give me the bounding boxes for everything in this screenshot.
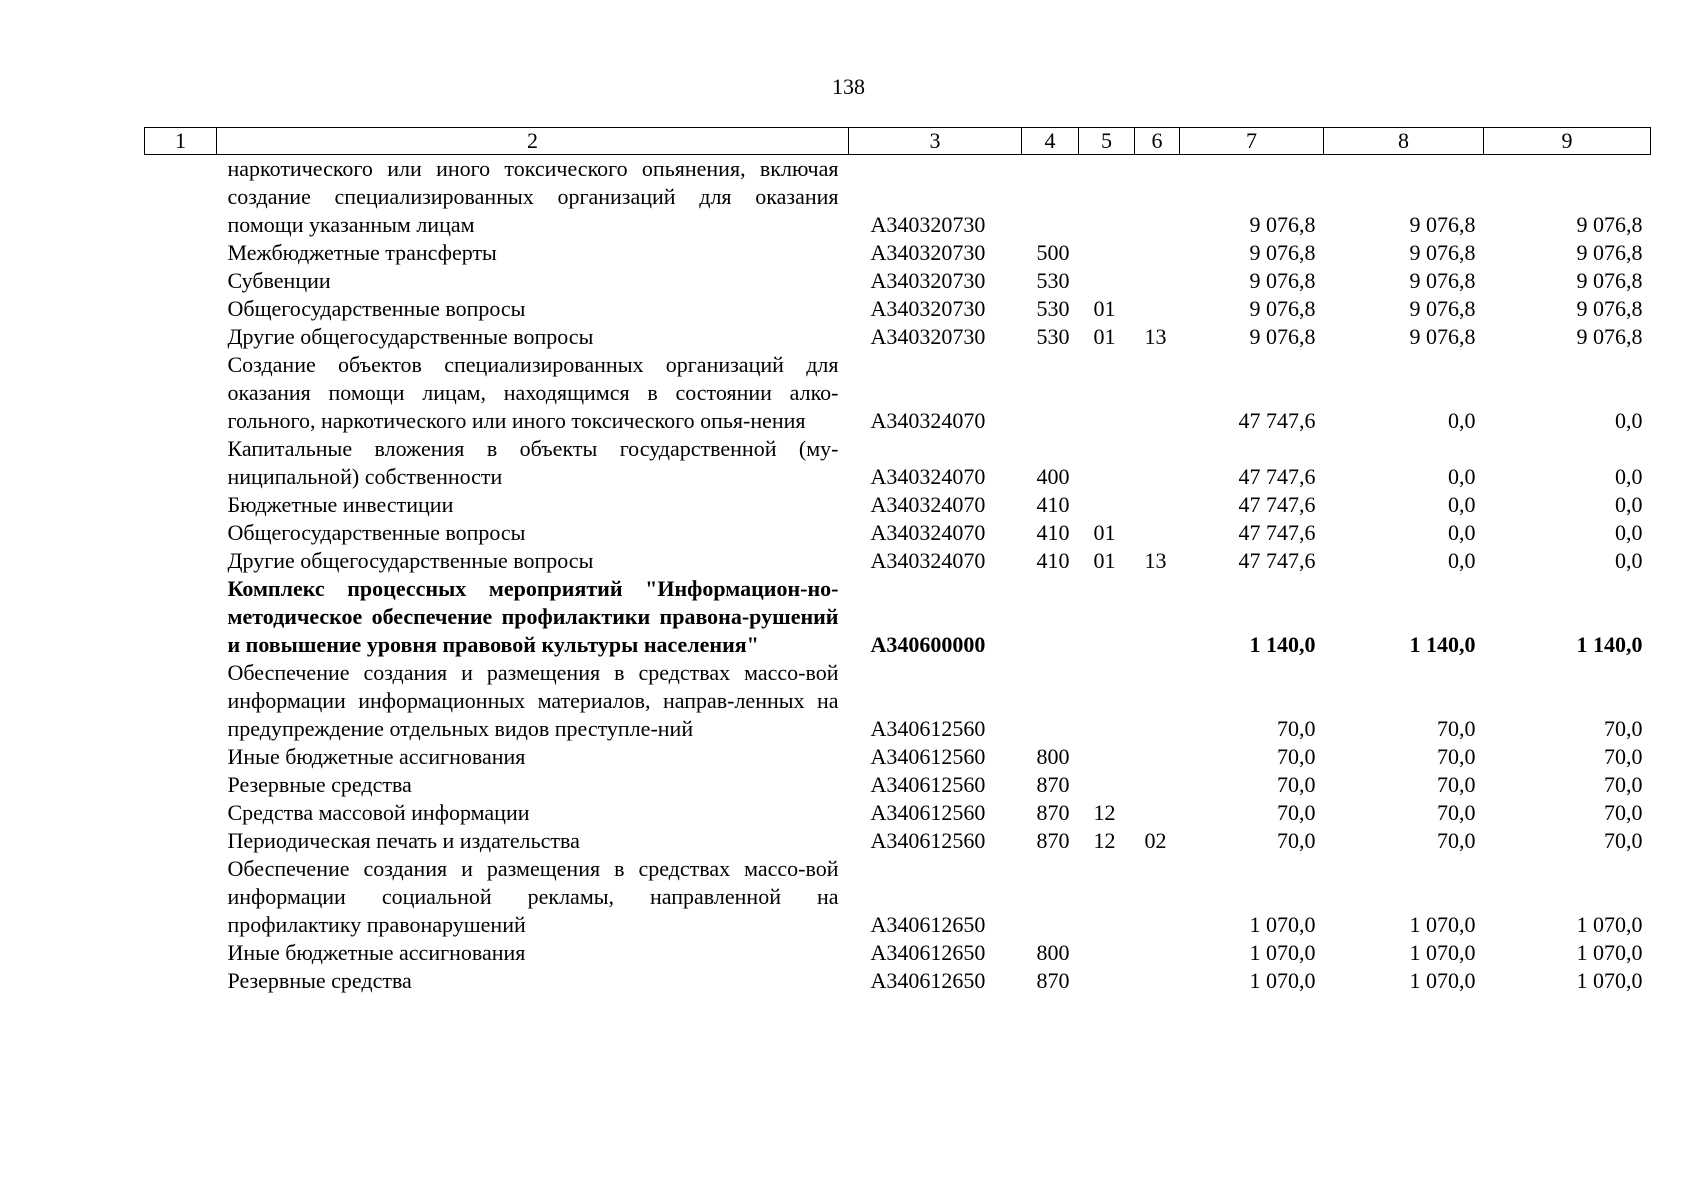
- row-description: Резервные средства: [227, 772, 412, 797]
- header-col-4: 4: [1022, 128, 1079, 155]
- row-target-code: А340320730: [870, 268, 986, 293]
- table-row: [145, 323, 1651, 351]
- cell-col-1: [145, 967, 217, 995]
- row-value-col-7: 70,0: [1277, 800, 1316, 825]
- row-description: Иные бюджетные ассигнования: [227, 744, 526, 769]
- table-row: [145, 547, 1651, 575]
- row-section: [1079, 743, 1135, 771]
- row-subsection: 13: [1144, 324, 1167, 349]
- row-target-code: А340612650: [870, 968, 986, 993]
- row-value-col-7: 9 076,8: [1249, 296, 1316, 321]
- row-value-col-9: 0,0: [1615, 548, 1643, 573]
- row-expense-type: [1022, 855, 1079, 939]
- row-target-code: А340600000: [870, 632, 986, 657]
- cell-col-1: [145, 435, 217, 491]
- cell-col-1: [145, 239, 217, 267]
- row-subsection: [1135, 519, 1180, 547]
- row-expense-type: 400: [1036, 464, 1070, 489]
- row-value-col-7: 1 070,0: [1249, 912, 1316, 937]
- row-value-col-9: 9 076,8: [1576, 268, 1643, 293]
- row-description: Общегосударственные вопросы: [227, 520, 526, 545]
- row-value-col-9: 70,0: [1604, 800, 1643, 825]
- row-target-code: А340612560: [870, 828, 986, 853]
- row-value-col-9: 0,0: [1615, 464, 1643, 489]
- cell-col-1: [145, 351, 217, 435]
- row-value-col-9: 0,0: [1615, 408, 1643, 433]
- row-description: Общегосударственные вопросы: [227, 296, 526, 321]
- row-value-col-8: 0,0: [1448, 408, 1476, 433]
- row-description: наркотического или иного токсического опьянения, включая создание специализированных организаций для оказания помощи указанным лицам: [227, 156, 839, 237]
- row-value-col-8: 0,0: [1448, 492, 1476, 517]
- row-section: [1079, 491, 1135, 519]
- row-section: [1079, 659, 1135, 743]
- table-row: [145, 575, 1651, 659]
- row-value-col-8: 9 076,8: [1409, 240, 1476, 265]
- row-section: 01: [1093, 296, 1116, 321]
- row-target-code: А340612560: [870, 716, 986, 741]
- row-target-code: А340612650: [870, 940, 986, 965]
- row-value-col-8: 9 076,8: [1409, 324, 1476, 349]
- table-header-row: [145, 128, 1651, 155]
- row-value-col-7: 70,0: [1277, 772, 1316, 797]
- row-expense-type: 800: [1036, 940, 1070, 965]
- table-row: [145, 659, 1651, 743]
- row-section: [1079, 351, 1135, 435]
- row-value-col-8: 1 070,0: [1409, 968, 1476, 993]
- row-value-col-9: 1 070,0: [1576, 940, 1643, 965]
- budget-table: [144, 127, 1651, 995]
- row-subsection: 02: [1144, 828, 1167, 853]
- row-section: 12: [1093, 828, 1116, 853]
- row-description: Бюджетные инвестиции: [227, 492, 454, 517]
- row-section: [1079, 155, 1135, 240]
- row-subsection: [1135, 771, 1180, 799]
- row-expense-type: 530: [1036, 324, 1070, 349]
- row-target-code: А340324070: [870, 492, 986, 517]
- table-row: [145, 435, 1651, 491]
- row-target-code: А340324070: [870, 464, 986, 489]
- cell-col-1: [145, 939, 217, 967]
- row-expense-type: 870: [1036, 772, 1070, 797]
- row-value-col-9: 9 076,8: [1576, 324, 1643, 349]
- row-subsection: [1135, 659, 1180, 743]
- row-value-col-9: 9 076,8: [1576, 296, 1643, 321]
- cell-col-1: [145, 575, 217, 659]
- row-value-col-9: 70,0: [1604, 716, 1643, 741]
- cell-col-1: [145, 295, 217, 323]
- row-value-col-7: 70,0: [1277, 716, 1316, 741]
- cell-col-1: [145, 799, 217, 827]
- row-value-col-8: 0,0: [1448, 520, 1476, 545]
- row-expense-type: [1022, 575, 1079, 659]
- row-value-col-8: 9 076,8: [1409, 296, 1476, 321]
- row-description: Иные бюджетные ассигнования: [227, 940, 526, 965]
- row-value-col-8: 9 076,8: [1409, 212, 1476, 237]
- table-row: [145, 855, 1651, 939]
- header-col-2: 2: [217, 128, 849, 155]
- row-expense-type: 800: [1036, 744, 1070, 769]
- row-description: Периодическая печать и издательства: [227, 828, 580, 853]
- row-subsection: [1135, 239, 1180, 267]
- row-subsection: 13: [1144, 548, 1167, 573]
- row-value-col-7: 47 747,6: [1238, 520, 1316, 545]
- cell-col-1: [145, 323, 217, 351]
- row-description: Создание объектов специализированных организаций для оказания помощи лицам, находящимся в состоянии алко-гольного, наркотического или иного токсического опья-нения: [227, 352, 839, 433]
- table-row: [145, 491, 1651, 519]
- row-value-col-9: 70,0: [1604, 828, 1643, 853]
- row-expense-type: 500: [1036, 240, 1070, 265]
- table-row: [145, 799, 1651, 827]
- table-row: [145, 771, 1651, 799]
- row-value-col-9: 0,0: [1615, 492, 1643, 517]
- row-expense-type: 410: [1036, 520, 1070, 545]
- cell-col-1: [145, 659, 217, 743]
- row-target-code: А340612560: [870, 744, 986, 769]
- cell-col-1: [145, 743, 217, 771]
- table-body: [145, 155, 1651, 996]
- row-value-col-7: 47 747,6: [1238, 548, 1316, 573]
- row-value-col-7: 9 076,8: [1249, 212, 1316, 237]
- table-row: [145, 239, 1651, 267]
- row-subsection: [1135, 267, 1180, 295]
- row-subsection: [1135, 491, 1180, 519]
- row-expense-type: 530: [1036, 296, 1070, 321]
- row-subsection: [1135, 855, 1180, 939]
- row-value-col-9: 1 070,0: [1576, 968, 1643, 993]
- row-value-col-7: 9 076,8: [1249, 324, 1316, 349]
- row-value-col-7: 1 140,0: [1249, 632, 1316, 657]
- table-row: [145, 155, 1651, 240]
- row-expense-type: [1022, 351, 1079, 435]
- row-value-col-8: 70,0: [1437, 716, 1476, 741]
- header-col-8: 8: [1324, 128, 1484, 155]
- row-value-col-8: 1 140,0: [1409, 632, 1476, 657]
- row-section: [1079, 575, 1135, 659]
- row-value-col-7: 1 070,0: [1249, 940, 1316, 965]
- row-expense-type: 410: [1036, 548, 1070, 573]
- header-col-6: 6: [1135, 128, 1180, 155]
- row-section: 01: [1093, 548, 1116, 573]
- row-description: Обеспечение создания и размещения в средствах массо-вой информации социальной рекламы, направленной на профилактику правонарушений: [227, 856, 839, 937]
- row-value-col-8: 70,0: [1437, 772, 1476, 797]
- row-subsection: [1135, 295, 1180, 323]
- row-value-col-7: 47 747,6: [1238, 464, 1316, 489]
- table-row: [145, 267, 1651, 295]
- row-section: [1079, 771, 1135, 799]
- row-section: 12: [1093, 800, 1116, 825]
- row-value-col-9: 70,0: [1604, 772, 1643, 797]
- row-expense-type: 410: [1036, 492, 1070, 517]
- table-row: [145, 351, 1651, 435]
- row-value-col-7: 70,0: [1277, 828, 1316, 853]
- row-value-col-7: 47 747,6: [1238, 408, 1316, 433]
- row-value-col-8: 0,0: [1448, 464, 1476, 489]
- table-row: [145, 519, 1651, 547]
- row-section: 01: [1093, 324, 1116, 349]
- row-value-col-7: 1 070,0: [1249, 968, 1316, 993]
- cell-col-1: [145, 519, 217, 547]
- cell-col-1: [145, 547, 217, 575]
- row-expense-type: 870: [1036, 968, 1070, 993]
- row-description: Субвенции: [227, 268, 331, 293]
- table-row: [145, 827, 1651, 855]
- row-subsection: [1135, 743, 1180, 771]
- row-subsection: [1135, 575, 1180, 659]
- cell-col-1: [145, 267, 217, 295]
- row-section: [1079, 267, 1135, 295]
- row-target-code: А340320730: [870, 240, 986, 265]
- row-expense-type: [1022, 659, 1079, 743]
- row-value-col-8: 70,0: [1437, 828, 1476, 853]
- row-subsection: [1135, 799, 1180, 827]
- row-section: 01: [1093, 520, 1116, 545]
- table-row: [145, 967, 1651, 995]
- row-subsection: [1135, 967, 1180, 995]
- header-col-7: 7: [1180, 128, 1324, 155]
- row-description: Другие общегосударственные вопросы: [227, 324, 594, 349]
- row-value-col-8: 1 070,0: [1409, 912, 1476, 937]
- cell-col-1: [145, 155, 217, 240]
- header-col-9: 9: [1484, 128, 1651, 155]
- row-target-code: А340324070: [870, 548, 986, 573]
- page-number: 138: [832, 74, 865, 99]
- row-section: [1079, 239, 1135, 267]
- row-value-col-8: 70,0: [1437, 744, 1476, 769]
- row-value-col-7: 47 747,6: [1238, 492, 1316, 517]
- row-expense-type: [1022, 155, 1079, 240]
- row-target-code: А340320730: [870, 324, 986, 349]
- row-value-col-8: 1 070,0: [1409, 940, 1476, 965]
- row-description: Средства массовой информации: [227, 800, 530, 825]
- header-col-5: 5: [1079, 128, 1135, 155]
- row-expense-type: 530: [1036, 268, 1070, 293]
- row-value-col-8: 0,0: [1448, 548, 1476, 573]
- row-section: [1079, 967, 1135, 995]
- row-target-code: А340320730: [870, 296, 986, 321]
- header-col-1: 1: [145, 128, 217, 155]
- table-row: [145, 743, 1651, 771]
- row-value-col-7: 9 076,8: [1249, 240, 1316, 265]
- row-description: Резервные средства: [227, 968, 412, 993]
- row-value-col-7: 9 076,8: [1249, 268, 1316, 293]
- row-target-code: А340612560: [870, 772, 986, 797]
- row-subsection: [1135, 939, 1180, 967]
- row-value-col-9: 9 076,8: [1576, 240, 1643, 265]
- row-description: Капитальные вложения в объекты государственной (му-ниципальной) собственности: [227, 436, 839, 489]
- row-value-col-7: 70,0: [1277, 744, 1316, 769]
- row-section: [1079, 939, 1135, 967]
- row-value-col-9: 0,0: [1615, 520, 1643, 545]
- row-subsection: [1135, 351, 1180, 435]
- header-col-3: 3: [849, 128, 1022, 155]
- row-target-code: А340324070: [870, 408, 986, 433]
- row-value-col-9: 1 140,0: [1576, 632, 1643, 657]
- row-subsection: [1135, 435, 1180, 491]
- table-row: [145, 295, 1651, 323]
- table-row: [145, 939, 1651, 967]
- cell-col-1: [145, 827, 217, 855]
- row-description: Комплекс процессных мероприятий "Информацион-но-методическое обеспечение профилактики правона-рушений и повышение уровня правовой культуры населения": [227, 576, 839, 657]
- row-subsection: [1135, 155, 1180, 240]
- row-target-code: А340612650: [870, 912, 986, 937]
- row-expense-type: 870: [1036, 800, 1070, 825]
- row-target-code: А340612560: [870, 800, 986, 825]
- row-value-col-9: 1 070,0: [1576, 912, 1643, 937]
- row-description: Межбюджетные трансферты: [227, 240, 497, 265]
- cell-col-1: [145, 771, 217, 799]
- row-description: Другие общегосударственные вопросы: [227, 548, 594, 573]
- row-target-code: А340320730: [870, 212, 986, 237]
- cell-col-1: [145, 855, 217, 939]
- row-expense-type: 870: [1036, 828, 1070, 853]
- cell-col-1: [145, 491, 217, 519]
- row-value-col-8: 70,0: [1437, 800, 1476, 825]
- row-target-code: А340324070: [870, 520, 986, 545]
- row-description: Обеспечение создания и размещения в средствах массо-вой информации информационных материалов, направ-ленных на предупреждение отдельных видов преступле-ний: [227, 660, 839, 741]
- row-section: [1079, 855, 1135, 939]
- row-value-col-9: 70,0: [1604, 744, 1643, 769]
- row-section: [1079, 435, 1135, 491]
- row-value-col-8: 9 076,8: [1409, 268, 1476, 293]
- row-value-col-9: 9 076,8: [1576, 212, 1643, 237]
